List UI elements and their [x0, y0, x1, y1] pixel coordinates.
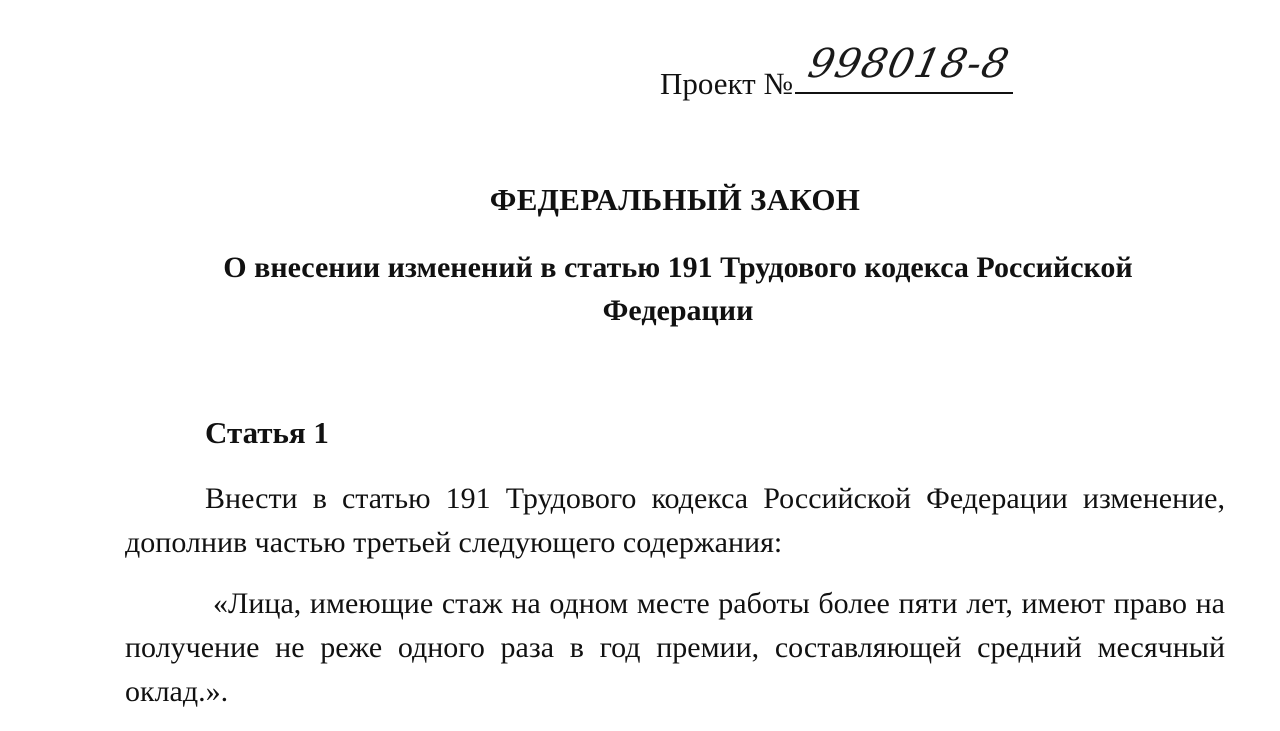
article-paragraph-quote: «Лица, имеющие стаж на одном месте работы более пяти лет, имеют право на получение не реже одного раза в год премии, составляющей средний месячный оклад.». — [125, 587, 1225, 708]
handwritten-project-number: 998018-8 — [804, 41, 1014, 87]
project-number-field — [795, 41, 1014, 94]
article-heading: Статья 1 — [205, 415, 329, 450]
article-paragraph: Внести в статью 191 Трудового кодекса Российской Федерации изменение, дополнив частью третьей следующего содержания: — [125, 482, 1225, 559]
law-subtitle: О внесении изменений в статью 191 Трудового кодекса Российской Федерации — [223, 251, 1133, 327]
law-type-title: ФЕДЕРАЛЬНЫЙ ЗАКОН — [489, 182, 861, 217]
project-label: Проект № — [660, 66, 794, 101]
project-line — [660, 41, 1014, 106]
